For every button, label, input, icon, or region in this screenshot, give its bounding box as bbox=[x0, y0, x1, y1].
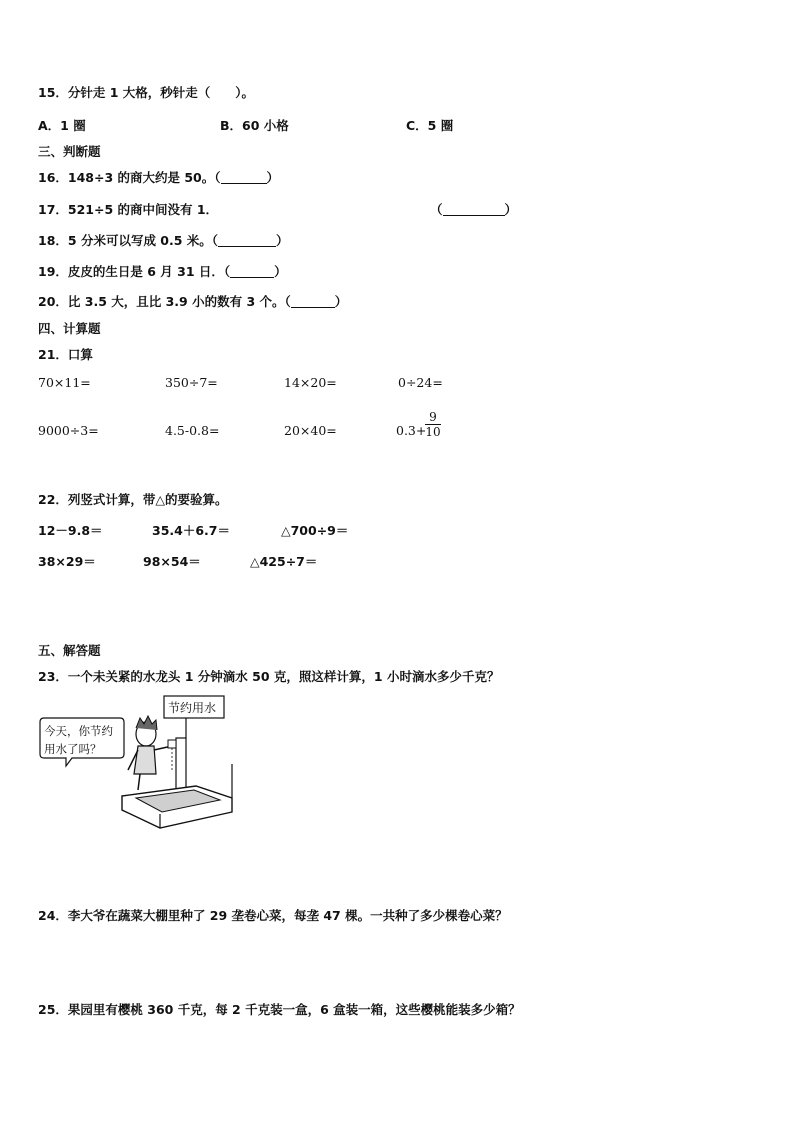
q24-text: 24．李大爷在蔬菜大棚里种了 29 垄卷心菜，每垄 47 棵。一共种了多少棵卷心菜？ bbox=[38, 908, 508, 923]
q22-r2c3: △425÷7＝ bbox=[250, 554, 318, 569]
q22-r2c2: 98×54＝ bbox=[143, 554, 201, 569]
q22-title: 22．列竖式计算，带△的要验算。 bbox=[38, 492, 228, 507]
answer-blank[interactable] bbox=[291, 295, 335, 308]
q22-r1c3: △700÷9＝ bbox=[281, 523, 349, 538]
q20-text: 20．比 3.5 大，且比 3.9 小的数有 3 个。（ bbox=[38, 294, 291, 309]
tap-spout-icon bbox=[168, 740, 176, 748]
q22-r2c1: 38×29＝ bbox=[38, 554, 96, 569]
section-3-heading: 三、判断题 bbox=[38, 144, 101, 159]
q16 bbox=[38, 168, 279, 186]
fraction-numerator: 9 bbox=[425, 410, 441, 425]
paren-open: （ bbox=[430, 202, 443, 217]
q21-r2c1: 9000÷3= bbox=[38, 423, 99, 438]
q21-title: 21．口算 bbox=[38, 347, 93, 362]
paren-close: ） bbox=[266, 170, 280, 185]
sign-text: 节约用水 bbox=[168, 701, 217, 715]
paren-close: ） bbox=[334, 294, 348, 309]
q21-r1c4: 0÷24= bbox=[398, 375, 443, 390]
q15-stem: 15．分针走 1 大格，秒针走（ ）。 bbox=[38, 85, 255, 100]
q21-r1c1: 70×11= bbox=[38, 375, 91, 390]
q15-option-b: B．60 小格 bbox=[220, 118, 289, 133]
q21-r1c3: 14×20= bbox=[284, 375, 337, 390]
q20 bbox=[38, 292, 347, 310]
q22-r1c2: 35.4＋6.7＝ bbox=[152, 523, 230, 538]
q16-text: 16．148÷3 的商大约是 50。（ bbox=[38, 170, 221, 185]
paren-close: ） bbox=[276, 233, 289, 248]
fraction bbox=[425, 410, 441, 439]
bubble-line-1: 今天，你节约 bbox=[44, 724, 113, 738]
q21-r2c3: 20×40= bbox=[284, 423, 337, 438]
q23-text: 23．一个未关紧的水龙头 1 分钟滴水 50 克，照这样计算，1 小时滴水多少千克？ bbox=[38, 669, 500, 684]
paren-close: ） bbox=[504, 202, 518, 217]
paren-close: ） bbox=[274, 264, 287, 279]
boy-leg bbox=[138, 774, 140, 790]
bubble-line-2: 用水了吗？ bbox=[44, 742, 102, 756]
q17-text: 17．521÷5 的商中间没有 1． bbox=[38, 202, 219, 217]
boy-hair bbox=[136, 716, 157, 730]
answer-blank[interactable] bbox=[218, 234, 276, 247]
q19 bbox=[38, 262, 287, 280]
q18-text: 18．5 分米可以写成 0.5 米。（ bbox=[38, 233, 219, 248]
q25-text: 25．果园里有樱桃 360 千克，每 2 千克装一盒，6 盒装一箱，这些樱桃能装多少箱？ bbox=[38, 1002, 521, 1017]
q21-r1c2: 350÷7= bbox=[165, 375, 218, 390]
q18 bbox=[38, 231, 289, 249]
q15-option-c: C．5 圈 bbox=[406, 118, 454, 133]
section-4-heading: 四、计算题 bbox=[38, 321, 101, 336]
q19-text: 19．皮皮的生日是 6 月 31 日．（ bbox=[38, 264, 231, 279]
q21-r2c2: 4.5-0.8= bbox=[165, 423, 220, 438]
q22-r1c1: 12－9.8＝ bbox=[38, 523, 103, 538]
answer-blank[interactable] bbox=[443, 203, 505, 216]
q17-answer bbox=[430, 200, 517, 218]
section-5-heading: 五、解答题 bbox=[38, 643, 101, 658]
tap-pipe bbox=[176, 738, 186, 790]
answer-blank[interactable] bbox=[230, 265, 274, 278]
q15-option-a: A．1 圈 bbox=[38, 118, 86, 133]
answer-blank[interactable] bbox=[221, 171, 267, 184]
q21-r2c4: 0.3+ bbox=[396, 423, 427, 438]
fraction-denominator: 10 bbox=[425, 425, 441, 439]
